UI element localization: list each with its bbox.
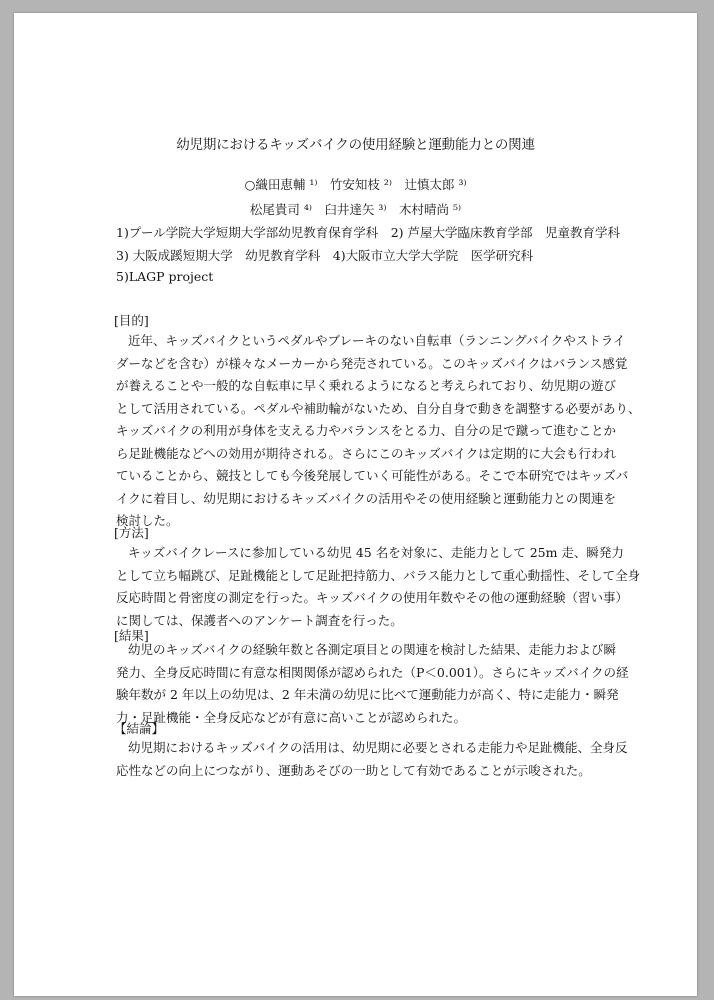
section-heading-results: [結果] [114, 628, 149, 643]
body-line: イクに着目し、幼児期におけるキッズバイクの活用やその使用経験と運動能力との関連を [116, 490, 616, 506]
affiliation-line-1: 1)プール学院大学短期大学部幼児教育保育学科 2) 芦屋大学臨床教育学部 児童教育学科 [116, 225, 621, 240]
body-line: 近年、キッズバイクというペダルやブレーキのない自転車（ランニングバイクやストライ [128, 333, 626, 348]
body-line: 力・足趾機能・全身反応などが有意に高いことが認められた。 [116, 709, 467, 725]
section-heading-method: [方法] [114, 525, 149, 540]
body-line: ら足趾機能などへの効用が期待される。さらにこのキッズバイクは定期的に大会も行われ [116, 445, 616, 461]
body-line: ダーなどを含む）が様々なメーカーから発売されている。このキッズバイクはバランス感覚 [116, 355, 628, 371]
authors-line-1: ○織田恵輔 ¹⁾ 竹安知枝 ²⁾ 辻慎太郎 ³⁾ [244, 177, 467, 192]
section-body-purpose [116, 330, 641, 533]
section-heading-purpose: [目的] [114, 313, 149, 328]
body-line: 反応時間と骨密度の測定を行った。キッズバイクの使用年数やその他の運動経験（習い事） [116, 590, 629, 605]
body-line: として立ち幅跳び、足趾機能として足趾把持筋力、バラス能力として重心動揺性、そして全身 [116, 567, 641, 583]
body-line: 検討した。 [116, 513, 179, 528]
body-line: に関しては、保護者へのアンケート調査を行った。 [116, 612, 403, 628]
section-body-method [116, 542, 641, 632]
body-line: 発力、全身反応時間に有意な相関関係が認められた（P＜0.001）。さらにキッズバイクの経 [116, 664, 629, 680]
section-body-conclusion [116, 737, 628, 782]
body-line: 幼児のキッズバイクの経験年数と各測定項目との関連を検討した結果、走能力および瞬 [128, 642, 616, 657]
body-line: が養えることや一般的な自転車に早く乗れるようになると考えられており、幼児期の遊び [116, 378, 617, 393]
body-line: として活用されている。ペダルや補助輪がないため、自分自身で動きを調整する必要があり、 [116, 400, 641, 416]
section-body-results [116, 639, 629, 729]
section-heading-conclusion: 【結論】 [114, 721, 165, 736]
affiliation-line-3: 5)LAGP project [116, 269, 214, 284]
document-page [14, 13, 697, 996]
body-line: 験年数が 2 年以上の幼児は、2 年未満の幼児に比べて運動能力が高く、特に走能力・瞬発 [116, 687, 619, 702]
affiliation-line-2: 3) 大阪成蹊短期大学 幼児教育学科 4)大阪市立大学大学院 医学研究科 [116, 248, 534, 263]
body-line: キッズバイクの利用が身体を支える力やバランスをとる力、自分の足で蹴って進むことか [116, 423, 616, 438]
body-line: ていることから、競技としても今後発展していく可能性がある。そこで本研究ではキッズバ [116, 468, 629, 483]
body-line: 幼児期におけるキッズバイクの活用は、幼児期に必要とされる走能力や足趾機能、全身反 [128, 740, 628, 755]
body-line: 応性などの向上につながり、運動あそびの一助として有効であることが示唆された。 [116, 762, 591, 778]
authors-line-2: 松尾貴司 ⁴⁾ 臼井達矢 ³⁾ 木村晴尚 ⁵⁾ [249, 202, 462, 217]
body-line: キッズバイクレースに参加している幼児 45 名を対象に、走能力として 25m 走、瞬発力 [128, 545, 624, 560]
document-title: 幼児期におけるキッズバイクの使用経験と運動能力との関連 [176, 137, 535, 153]
